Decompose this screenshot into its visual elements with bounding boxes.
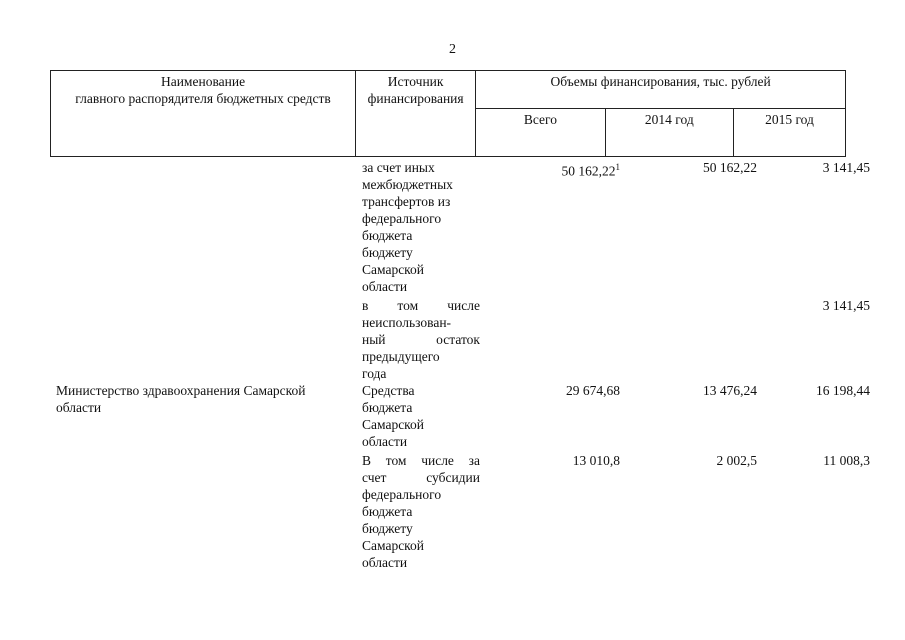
header-volumes-cell: Объемы финансирования, тыс. рублей bbox=[476, 71, 846, 109]
word: остаток bbox=[436, 332, 480, 347]
row-3-2014: 13 476,24 bbox=[703, 383, 757, 398]
text-line: бюджета bbox=[362, 400, 413, 415]
text-line: федерального bbox=[362, 487, 442, 502]
row-1-source bbox=[362, 159, 480, 295]
text-line: бюджета bbox=[362, 228, 413, 243]
row-4-2014: 2 002,5 bbox=[716, 453, 757, 468]
total-value: 50 162,22 bbox=[561, 163, 616, 179]
header-source-line-2: финансирования bbox=[367, 91, 464, 106]
text-line bbox=[362, 469, 480, 486]
row-1-2014: 50 162,22 bbox=[703, 160, 757, 175]
header-name-line-2: главного распорядителя бюджетных средств bbox=[75, 91, 331, 106]
word: том bbox=[385, 453, 407, 468]
row-3-name bbox=[56, 382, 352, 416]
text-line bbox=[362, 331, 480, 348]
text-line: предыдущего bbox=[362, 349, 440, 364]
text-line: Средства bbox=[362, 383, 415, 398]
row-2-source bbox=[362, 297, 480, 382]
text-line: года bbox=[362, 366, 387, 381]
text-line: области bbox=[362, 434, 408, 449]
text-line: Самарской bbox=[362, 262, 425, 277]
text-line: неиспользован- bbox=[362, 315, 452, 330]
text-line: трансфертов из bbox=[362, 194, 451, 209]
header-name-cell bbox=[51, 71, 356, 157]
word: числе bbox=[421, 453, 454, 468]
row-1-total bbox=[480, 159, 620, 180]
row-4-2015: 11 008,3 bbox=[823, 453, 870, 468]
row-2-2015: 3 141,45 bbox=[822, 298, 870, 313]
text-line: области bbox=[362, 555, 408, 570]
word: в bbox=[362, 298, 369, 313]
row-3-2015: 16 198,44 bbox=[816, 383, 870, 398]
header-2015-cell: 2015 год bbox=[734, 109, 846, 157]
word: числе bbox=[447, 298, 480, 313]
row-4-source bbox=[362, 452, 480, 571]
header-name-line-1: Наименование bbox=[160, 74, 246, 89]
page-number: 2 bbox=[449, 42, 456, 57]
footnote-mark: 1 bbox=[615, 162, 620, 172]
header-total-cell: Всего bbox=[476, 109, 605, 157]
text-line: области bbox=[362, 279, 408, 294]
text-line bbox=[362, 297, 480, 314]
text-line: Самарской bbox=[362, 417, 425, 432]
text-line: межбюджетных bbox=[362, 177, 453, 192]
header-source-line-1: Источник bbox=[387, 74, 444, 89]
text-line: Министерство здравоохранения Самарской bbox=[56, 383, 306, 398]
text-line: за счет иных bbox=[362, 160, 435, 175]
row-4-total: 13 010,8 bbox=[572, 453, 620, 468]
text-line: бюджету bbox=[362, 245, 413, 260]
header-source-cell bbox=[356, 71, 476, 157]
word: ный bbox=[362, 332, 386, 347]
word: за bbox=[468, 453, 480, 468]
table-header bbox=[50, 70, 846, 157]
text-line bbox=[362, 452, 480, 469]
row-3-source bbox=[362, 382, 480, 450]
word: том bbox=[397, 298, 419, 313]
word: счет bbox=[362, 470, 387, 485]
text-line: области bbox=[56, 400, 102, 415]
word: В bbox=[362, 453, 372, 468]
text-line: бюджета bbox=[362, 504, 413, 519]
row-3-total: 29 674,68 bbox=[566, 383, 620, 398]
row-1-2015: 3 141,45 bbox=[822, 160, 870, 175]
text-line: Самарской bbox=[362, 538, 425, 553]
header-2014-cell: 2014 год bbox=[605, 109, 733, 157]
text-line: федерального bbox=[362, 211, 442, 226]
text-line: бюджету bbox=[362, 521, 413, 536]
word: субсидии bbox=[426, 470, 480, 485]
